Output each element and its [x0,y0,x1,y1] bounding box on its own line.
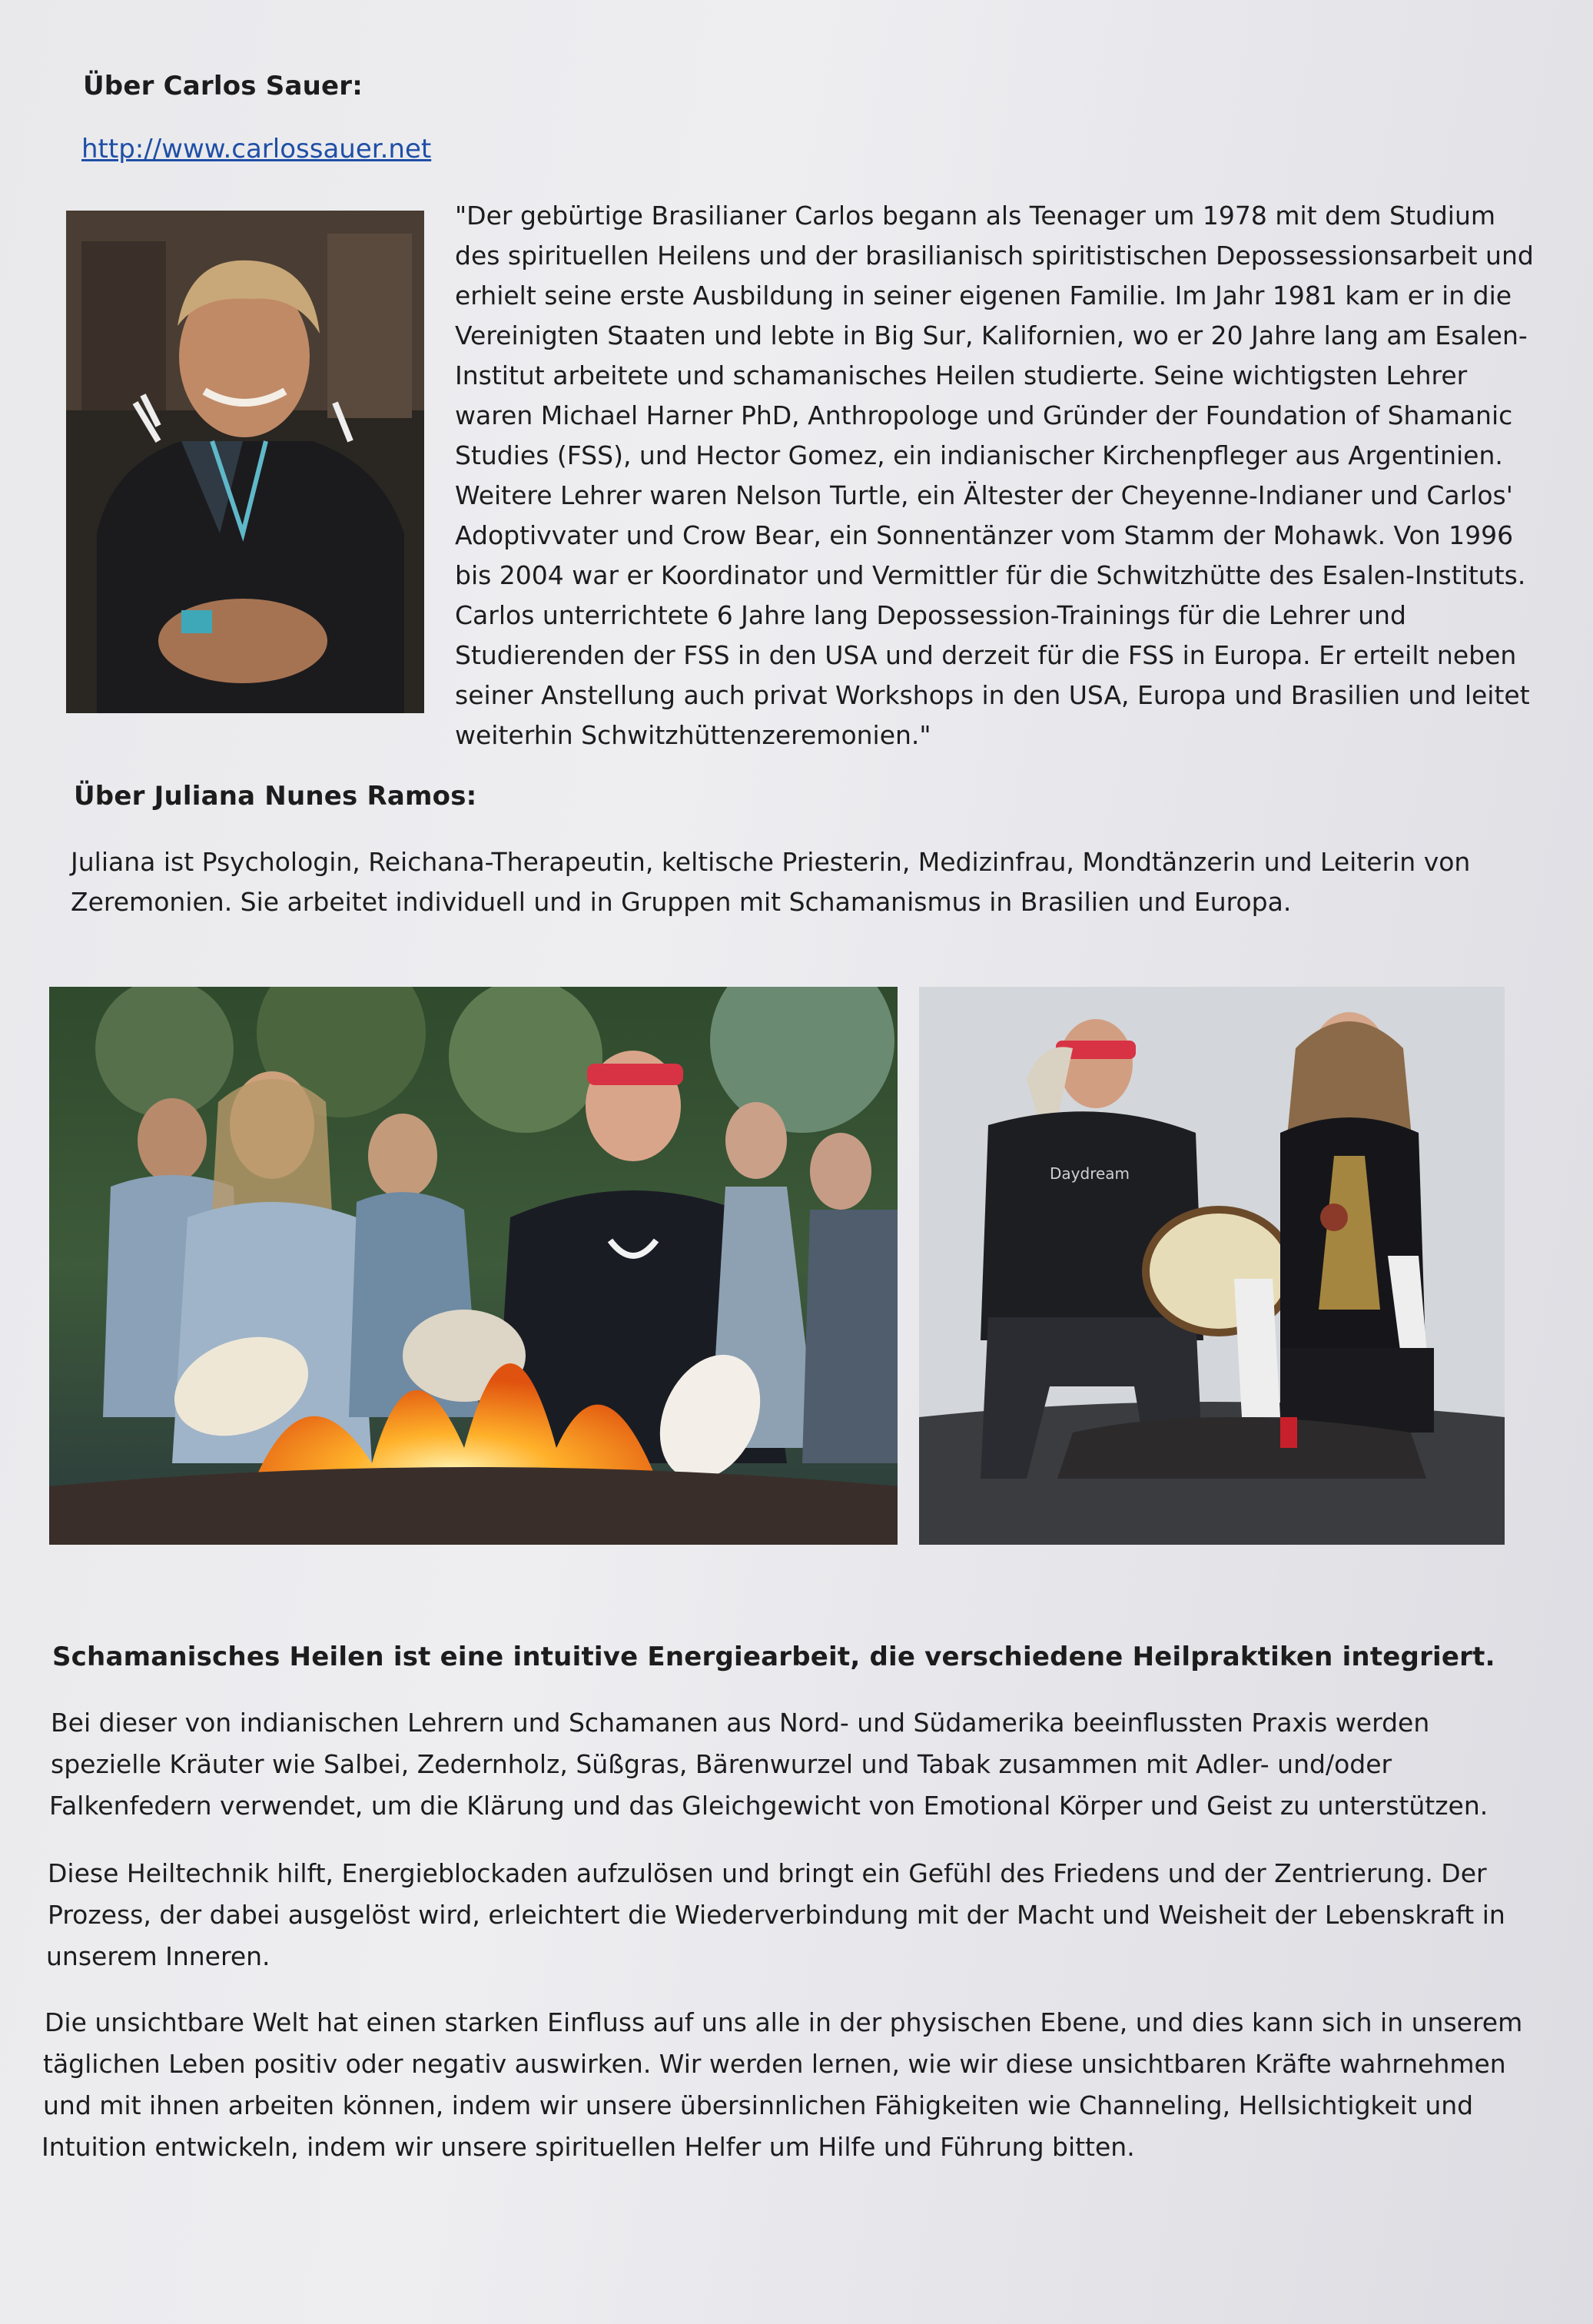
carlos-bio: "Der gebürtige Brasilianer Carlos begann als Teenager um 1978 mit dem Studium des spirituellen Heilens und der brasilianisch spiritistischen Depossessionsarbeit und erhielt seine erste Ausbildung in seiner eigenen Familie. Im Jahr 1981 kam er in die Vereinigten Staaten und lebte in Big Sur, Kalifornien, wo er 20 Jahre lang am Esalen-Institut arbeitete und schamanisches Heilen studierte. Seine wichtigsten Lehrer waren Michael Harner PhD, Anthropologe und Gründer der Foundation of Shamanic Studies (FSS), und Hector Gomez, ein indianischer Kirchenpfleger aus Argentinien. Weitere Lehrer waren Nelson Turtle, ein Ältester der Cheyenne-Indianer und Carlos' Adoptivvater und Crow Bear, ein Sonnentänzer vom Stamm der Mohawk. Von 1996 bis 2004 war er Koordinator und Vermittler für die Schwitzhütte des Esalen-Instituts. Carlos unterrichtete 6 Jahre lang Depossession-Trainings für die Lehrer und Studierenden der FSS in den USA und derzeit für die FSS in Europa. Er erteilt neben seiner Anstellung auch privat Workshops in den USA, Europa und Brasilien und leitet weiterhin Schwitzhüttenzeremonien." [455,201,1534,750]
healing-p1-line-3: Falkenfedern verwendet, um die Klärung und das Gleichgewicht von Emotional Körper und Geist zu unterstützen. [49,1791,1488,1821]
carlos-website-link[interactable]: http://www.carlossauer.net [81,134,432,164]
healing-p3-line-3: und mit ihnen arbeiten können, indem wir unsere übersinnlichen Fähigkeiten wie Channeling, Hellsichtigkeit und [43,2090,1474,2120]
healing-p1-line-2: spezielle Kräuter wie Salbei, Zedernholz, Süßgras, Bärenwurzel und Tabak zusammen mit Adler- und/oder [51,1749,1392,1779]
healing-p1-line-1: Bei dieser von indianischen Lehrern und Schamanen aus Nord- und Südamerika beeinflussten Praxis werden [51,1708,1430,1738]
shirt-print-text: Daydream [1050,1164,1130,1183]
healing-p3-line-2: täglichen Leben positiv oder negativ auswirken. Wir werden lernen, wie wir diese unsichtbaren Kräfte wahrnehmen [43,2049,1506,2079]
healing-p3-line-1: Die unsichtbare Welt hat einen starken Einfluss auf uns alle in der physischen Ebene, und dies kann sich in unserem [45,2007,1523,2037]
juliana-heading: Über Juliana Nunes Ramos: [74,781,477,812]
healing-p2-line-2: Prozess, der dabei ausgelöst wird, erleichtert die Wiederverbindung mit der Macht und Weisheit der Lebenskraft in [48,1900,1505,1930]
juliana-bio-line-1: Juliana ist Psychologin, Reichana-Therapeutin, keltische Priesterin, Medizinfrau, Mondtänzerin und Leiterin von [71,847,1471,877]
healing-heading: Schamanisches Heilen ist eine intuitive Energiearbeit, die verschiedene Heilpraktiken integriert. [52,1642,1495,1672]
healing-p3-line-4: Intuition entwickeln, indem wir unsere spirituellen Helfer um Hilfe und Führung bitten. [41,2132,1135,2162]
healing-p2-line-3: unserem Inneren. [46,1941,270,1971]
fire-ceremony-photo [49,987,898,1545]
juliana-bio-line-2: Zeremonien. Sie arbeitet individuell und in Gruppen mit Schamanismus in Brasilien und Europa. [71,887,1292,917]
healing-p2-line-1: Diese Heiltechnik hilft, Energieblockaden aufzulösen und bringt ein Gefühl des Friedens und der Zentrierung. Der [48,1858,1487,1888]
carlos-heading: Über Carlos Sauer: [83,71,363,101]
drum-ceremony-photo [919,987,1505,1545]
